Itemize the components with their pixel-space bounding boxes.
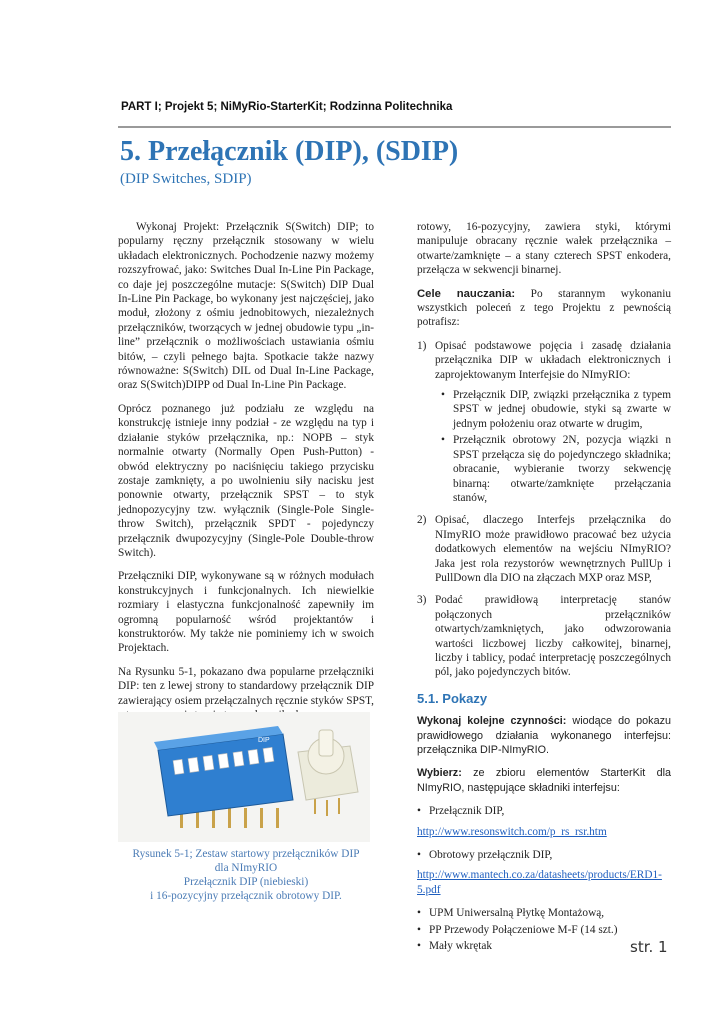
rotary-switch-pins (314, 798, 340, 816)
select-text: ze zbioru elementów StarterKit dla NImyRIO, następujące składniki interfejsu: (417, 767, 671, 794)
learning-goals-paragraph (417, 287, 671, 330)
rotary-switch-knob (319, 730, 333, 756)
component-text: UPM Uniwersalną Płytkę Montażową, (429, 907, 605, 920)
link-paragraph (417, 868, 671, 897)
goal-item-1-bullets (441, 388, 671, 505)
goal-bullet: • Przełącznik obrotowy 2N, pozycja wiązki n SPST przełącza się do pojedynczego składnika; obracanie, wybieranie tworzy sekwencję binarną: otwarte/zamknięte przełączania stanów, (441, 434, 671, 504)
component-text: Obrotowy przełącznik DIP, (429, 849, 553, 862)
learning-goals-label: Cele nauczania: (417, 287, 516, 300)
goal-bullet-text: Przełącznik obrotowy 2N, pozycja wiązki n SPST przełącza się do pojedynczego składnika; obracanie, wybieranie tworzy sekwencję binarną: otwarte/zamknięte przełączania stanów, (453, 434, 671, 504)
figure-dip-switches (118, 712, 370, 842)
right-column (417, 220, 671, 957)
goal-item-3: 3) Podać prawidłową interpretację stanów połączonych przełączników otwartych/zamkniętych, jako odwzorowania wartości liczbowej liczby całkowitej, binarnej, liczby i tablicy, podać interpretację poszczególnych pól, jako pojedynczych bitów. (417, 594, 671, 679)
caption-line-4: i 16-pozycyjny przełącznik obrotowy DIP. (150, 890, 342, 902)
caption-line-3: Przełącznik DIP (niebieski) (183, 876, 309, 888)
running-head: PART I; Projekt 5; NiMyRio-StarterKit; Rodzinna Politechnika (121, 101, 453, 113)
component-text: Mały wkrętak (429, 940, 493, 953)
learning-goals-text: Po starannym wykonaniu wszystkich poleceń z tego Projektu z pewnością potrafisz: (417, 287, 671, 329)
goal-bullet-text: Przełącznik DIP, związki przełącznika z typem SPST w jednej obudowie, styki są zwarte w jednym położeniu oraz otwarte w drugim, (453, 389, 671, 430)
components-list (417, 848, 671, 862)
intro-paragraph: Wykonaj Projekt: Przełącznik S(Switch) DIP; to popularny ręczny przełącznik stosowany w wielu układach elektronicznych. Pochodzenie nazwy możemy rozszyfrować, jako: Switches Dual In-Line Pin Package, co daje jej poszczególne mutacje: S(Switch) DIP Dual In-Line Pin Package, bo wykonany jest najczęściej, jako moduł, złożony z ośmiu jednobitowych, niezależnych przełączników, tworzących w jednej obudowie typu „in-line” przełącznik o możliwościach ustawiania ośmiu bitów, – czyli pełnego bajta. Spotkacie także nazwy równoważne: S(Switch) DIL od Dual In-Line Package, oraz S(Switch)DIPP od Dual In-Line Pin Package. (118, 221, 374, 392)
goal-item-1: 1) Opisać podstawowe pojęcia i zasadę działania przełącznika DIP w układach elektronicznych i zaprojektowanym Interfejsie do NImyRIO: • Przełącznik DIP, związki przełącznika z typem SPST w jednej obudowie, styki są zwarte w jednym położeniu oraz otwarte w drugim, • Przełącznik obrotowy 2N, pozycja wiązki n SPST przełącza się do pojedynczego składnika; obracanie, wybieranie tworzy sekwencję binarną: otwarte/zamknięte przełączania stanów, (417, 339, 671, 504)
mantech-link[interactable]: http://www.mantech.co.za/datasheets/products/ERD1-5.pdf (417, 869, 662, 896)
caption-line-1: Rysunek 5-1; Zestaw startowy przełączników DIP (132, 848, 360, 860)
page-subtitle: (DIP Switches, SDIP) (120, 171, 252, 187)
goal-item-2: 2) Opisać, dlaczego Interfejs przełącznika do NImyRIO może prawidłowo pracować bez użycia dodatkowych elementów na wejściu NImyRIO? Jaka jest rola rezystorów wewnętrznych PullUp i PullDown dla DIO na złączach MXP oraz MSP, (417, 514, 671, 584)
component-item: • PP Przewody Połączeniowe M-F (14 szt.) (417, 923, 618, 936)
instructions-paragraph (417, 714, 671, 757)
figure-caption (118, 847, 374, 903)
link-paragraph (417, 825, 671, 839)
goal-bullet: • Przełącznik DIP, związki przełącznika z typem SPST w jednej obudowie, styki są zwarte w jednym położeniu oraz otwarte w drugim, (441, 389, 671, 430)
figure-ref-paragraph: Na Rysunku 5-1, pokazano dwa popularne przełączniki DIP: ten z lewej strony to standardowy przełącznik DIP zawierający osiem przełączalnych ręcznie styków SPST, (118, 665, 374, 707)
left-column (118, 220, 374, 731)
header-rule (118, 126, 671, 128)
contact-types-paragraph: Oprócz poznanego już podziału ze względu na konstrukcję istnieje inny podział - ze względu na typ i działanie styków przełącznika, np.: NOPB – styk normalnie otwarty (Normally Open Push-Putton) - obwód elektryczny po naciśnięciu takiego przycisku zostaje zamknięty, a po uwolnieniu siły nacisku jest ponownie otwarty, przełącznik SPST – to styk jednopozycyjny tzw. wyłącznik (Single-Pole Single-throw Switch), przełącznik SPDT - pojedynczy przełącznik dwupozycyjny (Single-Pole Double-throw Switch). (118, 402, 374, 559)
resonswitch-link[interactable]: http://www.resonswitch.com/p_rs_rsr.htm (417, 825, 607, 838)
component-text: Przełącznik DIP, (429, 805, 505, 818)
dip-switch-photo (118, 712, 370, 842)
component-item: • Obrotowy przełącznik DIP, (417, 849, 553, 862)
component-text: PP Przewody Połączeniowe M-F (14 szt.) (429, 923, 618, 936)
components-list (417, 804, 671, 818)
page-number: str. 1 (630, 938, 668, 956)
component-item: • UPM Uniwersalną Płytkę Montażową, (417, 907, 605, 920)
select-paragraph (417, 766, 671, 795)
goal-item-1-text: Opisać podstawowe pojęcia i zasadę działania przełącznika DIP w układach elektronicznych i zaprojektowanym Interfejsie do NImyRIO: (435, 339, 671, 381)
learning-goals-list (417, 339, 671, 680)
modules-paragraph: Przełączniki DIP, wykonywane są w różnych modułach konstrukcyjnych i funkcjonalnych. Ich niewielkie rozmiary i elastyczna funkcjonalność zapewniły im ogromną popularność wśród projektantów i konstruktorów. My także nie pominiemy ich w swoich Projektach. (118, 570, 374, 655)
component-item: • Mały wkrętak (417, 940, 493, 953)
continuation-paragraph: rotowy, 16-pozycyjny, zawiera styki, którymi manipuluje obracany ręcznie wałek przełącznika – otwarte/zamknięte – a stany czterech SPST enkodera, przełącza w sekwencji binarnej. (417, 221, 671, 277)
component-item: • Przełącznik DIP, (417, 805, 505, 818)
caption-line-2: dla NImyRIO (214, 862, 278, 874)
instructions-text: wiodące do pokazu prawidłowego działania wykonanego interfejsu: przełącznika DIP-NImyRIO. (417, 715, 671, 756)
page-title: 5. Przełącznik (DIP), (SDIP) (120, 136, 459, 167)
goal-item-3-text: Podać prawidłową interpretację stanów połączonych przełączników otwartych/zamkniętych, jako odwzorowania wartości liczbowej liczby całkowitej, binarnej, liczby i tablicy, podać interpretację poszczególnych pól, jako pojedynczych bitów. (435, 594, 671, 679)
section-heading: 5.1. Pokazy (417, 690, 488, 706)
select-label: Wybierz: (417, 767, 462, 780)
dip-switch-label: DIP (258, 737, 270, 744)
instructions-label: Wykonaj kolejne czynności: (417, 715, 567, 728)
goal-item-2-text: Opisać, dlaczego Interfejs przełącznika do NImyRIO może prawidłowo pracować bez użycia dodatkowych elementów na wejściu NImyRIO? Jaka jest rola rezystorów wewnętrznych PullUp i PullDown dla DIO na złączach MXP oraz MSP, (435, 514, 671, 584)
